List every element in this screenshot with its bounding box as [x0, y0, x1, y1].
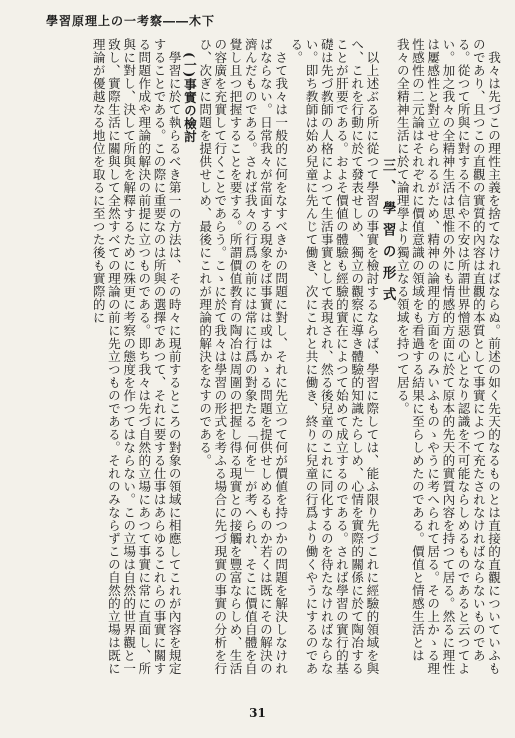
- section-heading: 三、學習の形式: [379, 158, 396, 309]
- paragraph-3: さて我々は一般的に何をなすべきかの問題に對し、それに先立つて何が價値を持つかの問題を解決しなければならない。日常我々が常面する現象をば事實は或はかゝる問題を提供せしめるものか若くは既にその解決の濟んだものである。されば我々の行爲の前には常に行爲の對象たる「何を」が考へられ、そこに價值自體を自覺し且つ把握することを要する。所謂價值教育の陶冶は周圍の把握し得る現實との接觸を豐富ならしめ、生活の容廣を充實して行くことであらう。こゝに於て我々は學習の形式を考ふる場合に先づ現實の事實の分析を行ひ、次ぎに問題を提供せしめ、最後にこれが理論的解決をなすのである。: [197, 38, 289, 675]
- body-text: [43, 38, 501, 678]
- running-head: 學習原理上の一考察――木下: [46, 14, 216, 28]
- sub-heading: (一)事實の檢討: [181, 52, 197, 143]
- paragraph-2: 以上述ぶる所に從つて學習の事實を檢討するならば、學習に際しては、能ふ限り先づこれに經驗的領域を與へ、これを行動に於て發表せしめ、獨立の觀察に導き體驗的知識たらしめ、心情を實際的關係に於て陶冶することが肝要である。およそ價値の體驗も經驗的實在によつて始めて成立するのである。されば學習の實行的基礎は先づ教師の人格によつて生活事實として表現され、然る後兒童のこれに同化するのを待たなければならない。即ち教師は始め兒童に先んじて働き、次にこれと共に働き、終りに兒童の行爲より働くやうにするのである。: [288, 38, 380, 675]
- paragraph-1: 我々は先づこの理性主義を捨てなければならぬ。前述の如く先天的なるものとは直接的直觀についていふものであり、且つこの直觀の實質的內容は直觀的本質として事實によつて充たされなければならないものである。從つて所與に對する不信や不安は所謂世界憎惡の心となり認識を不可能ならしめるものであると云つてよい。加之我々の全精神生活は思惟の外にも情感的方面に於て原本的先天的實質內容を持つて居る。然るに理性は屢感性と對立せられるがため、精神の論理的方面をのみいふものゝやうに考へられて居る。その上かゝる理性感性の二元論はそれぞれに價值意識の領域をも看過する結果に至らしめたのである。價值と情感生活とは我々の全精神生活に於て論理學より獨立なる領域を持つて居る。: [394, 38, 501, 675]
- paragraph-4: 學習に於て執らるべき第一の方法は、その時々に現前するところの對象の領域に相應してこれが內容を規定することである。この際に重要なのは所與の選擇であつて、それに要する仕事はあらゆるこれらの事實に關する問題作成や理論的解決の前提に立つものである。即ち我々は先づ自然的立場にあつて事實に常に直面し、所與に對し、決して所與を解釋するために殊更に考察の態度を作つてはならない。この立場は自然的世界觀と一致し、實際生活に關與して全然すべての理論の前に先立つものである。それのみならずこの自然的立場は既に理論が優越なる地位を取るに至つた後も實際的に: [90, 38, 182, 675]
- page-number: 31: [249, 706, 266, 720]
